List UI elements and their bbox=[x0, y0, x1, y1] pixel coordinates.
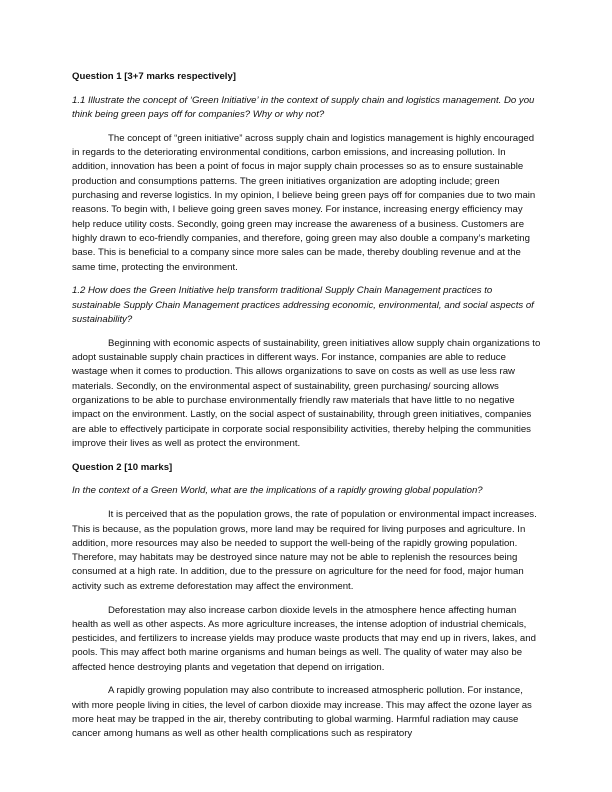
question-1-2-prompt: 1.2 How does the Green Initiative help transform traditional Supply Chain Management practices to sustainable Supply Chain Management practices addressing economic, environmental, and social aspects of sustainability? bbox=[72, 285, 534, 325]
question-1-1-prompt: 1.1 Illustrate the concept of ‘Green Initiative’ in the context of supply chain and logistics management. Do you think being green pays off for companies? Why or why not? bbox=[72, 94, 535, 121]
answer-2-paragraph-2: Deforestation may also increase carbon dioxide levels in the atmosphere hence affecting human health as well as other aspects. As more agriculture increases, the intense adoption of industrial chemicals, pesticides, and fertilizers to increase yields may produce waste products that may end up in rivers, lakes, and pools. This may affect both marine organisms and human beings as well. The quality of water may also be affected hence destroying plants and vegetation that depend on irrigation. bbox=[72, 604, 536, 673]
question-2-prompt: In the context of a Green World, what are the implications of a rapidly growing global population? bbox=[72, 485, 483, 497]
question-1-heading: Question 1 [3+7 marks respectively] bbox=[72, 71, 236, 82]
answer-2-paragraph-3: A rapidly growing population may also contribute to increased atmospheric pollution. For instance, with more people living in cities, the level of carbon dioxide may increase. This may affect the ozone layer as more heat may be trapped in the air, thereby contributing to global warming. Harmful radiation may cause cancer among humans as well as other health complications such as respiratory bbox=[72, 685, 532, 740]
answer-1-1-paragraph: The concept of “green initiative” across supply chain and logistics management is highly encouraged in regards to the deteriorating environmental conditions, carbon emissions, and increasing pollution. In addition, innovation has been a point of focus in major supply chain processes so as to ensure sustainable production and consumptions patterns. The green initiatives organization are adopting include; green purchasing and reverse logistics. In my opinion, I believe being green pays off for companies due to two main reasons. To begin with, I believe going green saves money. For instance, increasing energy efficiency may help reduce utility costs. Secondly, going green may increase the awareness of a business. Customers are highly drawn to eco-friendly companies, and therefore, going green may also double a company’s marketing base. This is beneficial to a company since more sales can be made, thereby doubling revenue and at the same time, protecting the environment. bbox=[72, 132, 536, 273]
question-2-heading: Question 2 [10 marks] bbox=[72, 461, 173, 473]
document-page bbox=[72, 70, 542, 751]
answer-2-paragraph-1: It is perceived that as the population grows, the rate of population or environmental impact increases. This is because, as the population grows, more land may be required for living purposes and agriculture. In addition, more resources may also be needed to support the well-being of the rapidly growing population. Therefore, may habitats may be destroyed since nature may not be able to replenish the resources being consumed at a high rate. In addition, due to the pressure on agriculture for the need for food, major human activity such as extreme deforestation may affect the environment. bbox=[72, 509, 537, 592]
answer-1-2-paragraph: Beginning with economic aspects of sustainability, green initiatives allow supply chain organizations to adopt sustainable supply chain practices in different ways. For instance, companies are able to reduce wastage when it comes to production. This allows organizations to save on costs as well as use less raw materials. Secondly, on the environmental aspect of sustainability, green purchasing/ sourcing allows organizations to be able to purchase environmentally friendly raw materials that have little to no negative impact on the environment. Lastly, on the social aspect of sustainability, through green initiatives, companies are able to effectively participate in corporate social responsibility activities, thereby helping the communities improve their lives as well as protect the environment. bbox=[72, 337, 541, 449]
